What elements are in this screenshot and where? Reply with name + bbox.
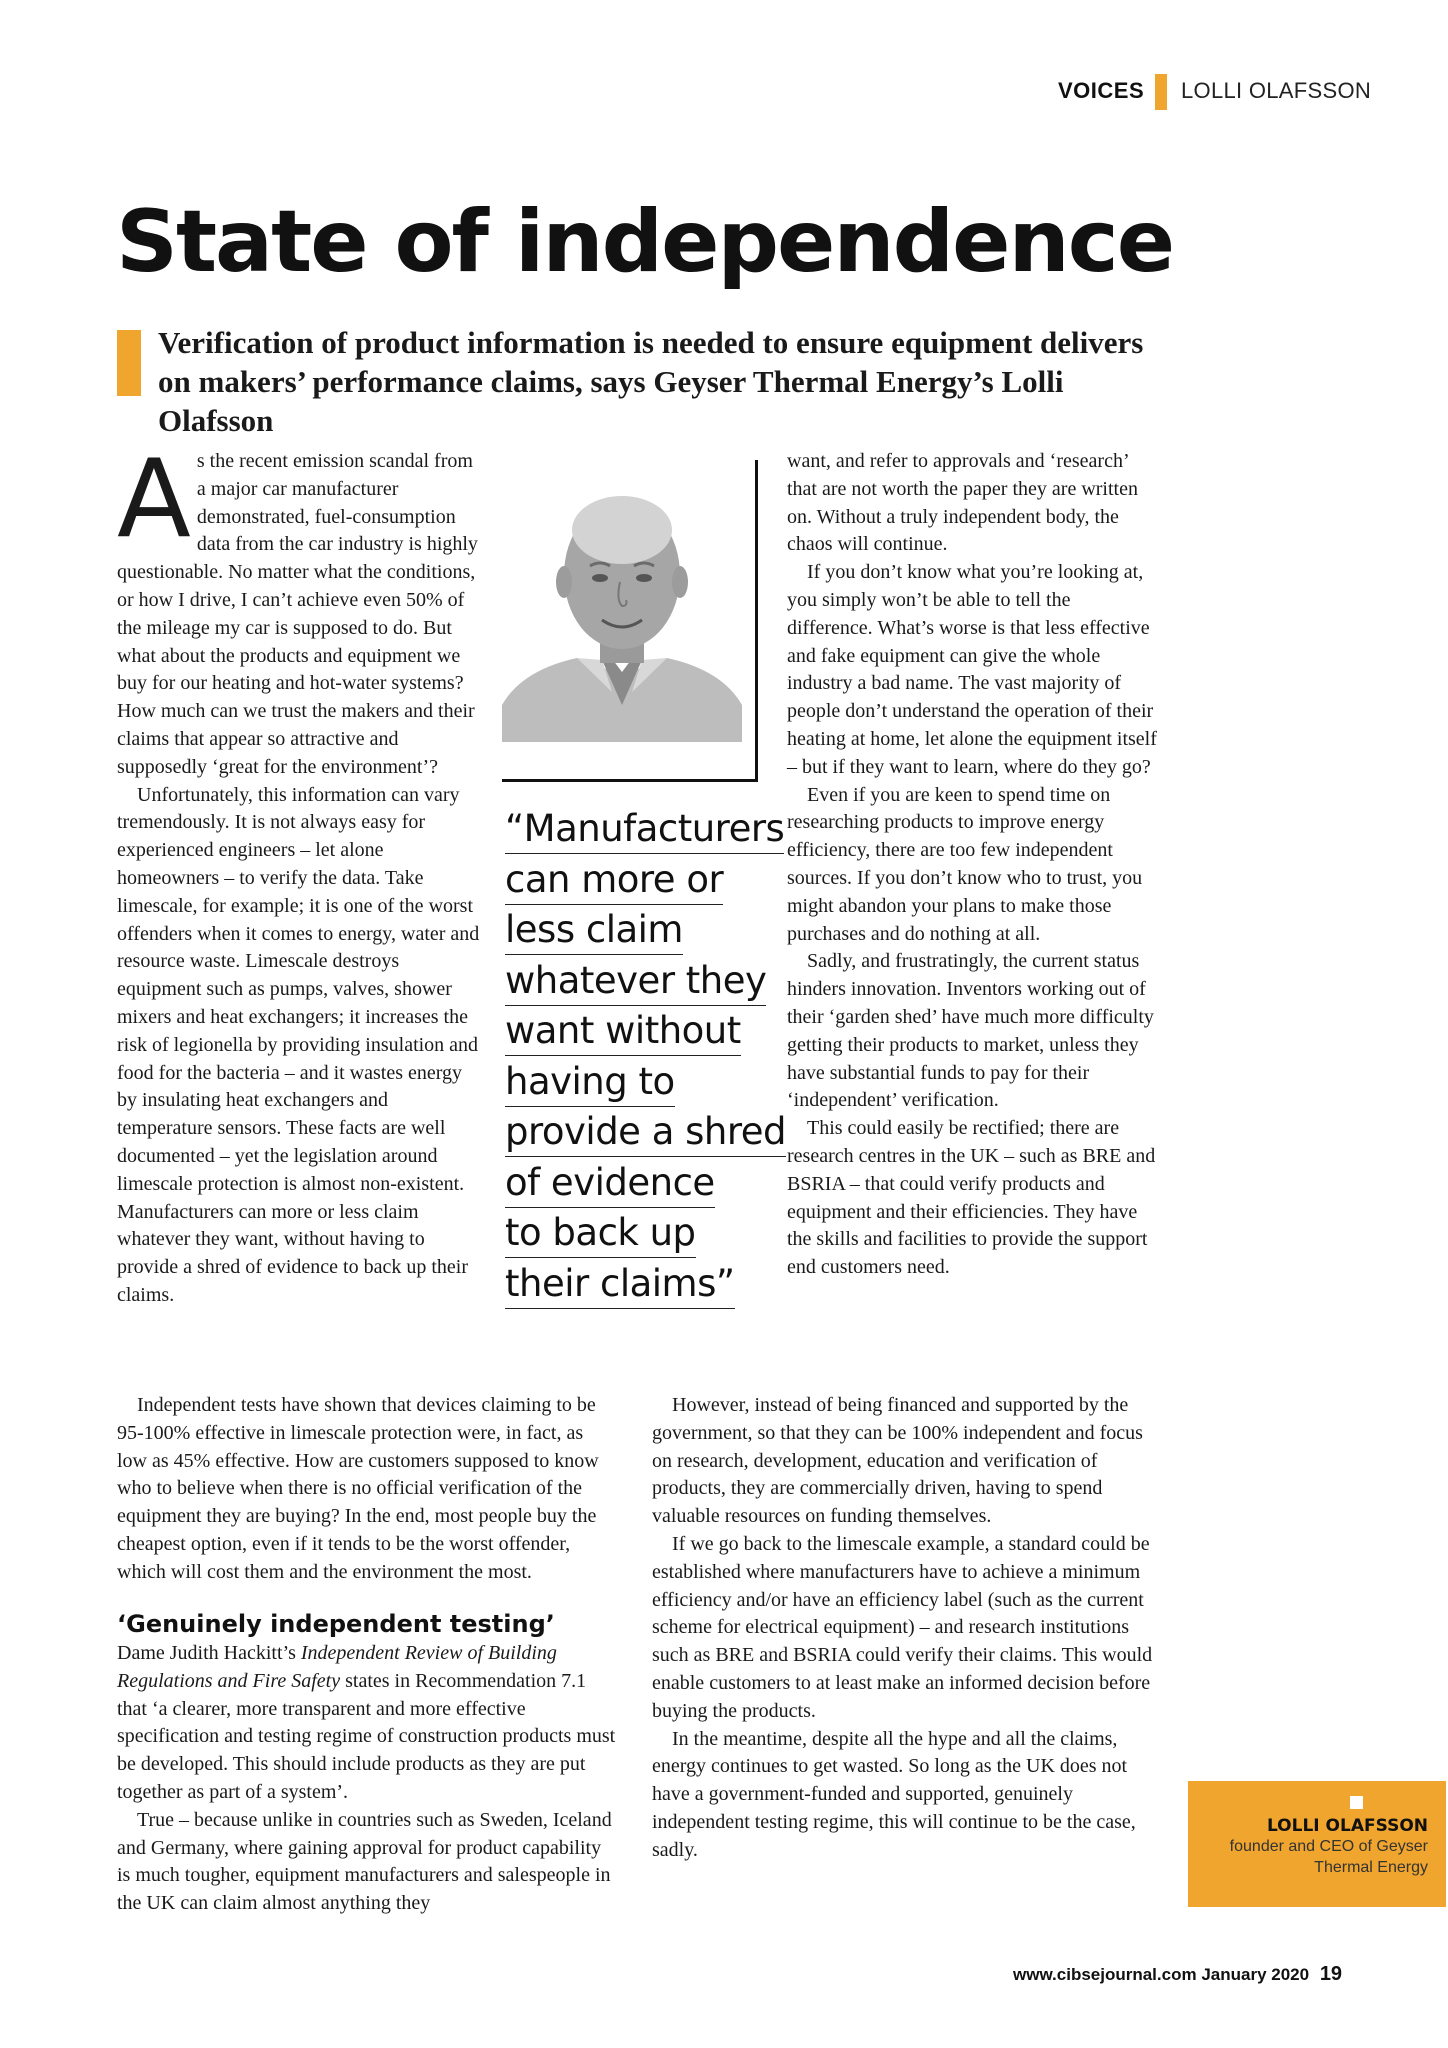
body-paragraph: This could easily be rectified; there are research centres in the UK – such as BRE and BSRIA – that could verify products and equipment and their efficiencies. They have the skills and facilities to provide the support end customers need.: [787, 1117, 1156, 1279]
footer-date: January 2020: [1201, 1965, 1310, 1984]
standfirst-text: Verification of product information is needed to ensure equipment delivers on makers’ performance claims, says Geyser Thermal Energy’s: [158, 325, 1144, 399]
page-number: 19: [1319, 1963, 1343, 1985]
body-paragraph: Unfortunately, this information can vary tremendously. It is not always easy for experienced engineers – let alone homeowners – to verify the data. Take limescale, for example; it is one of the worst offenders when it comes to energy, water and resource waste. Limescale destroys equipment such as pumps, valves, shower mixers and heat exchangers; it increases the risk of legionella by providing insulation and food for the bacteria – and it wastes energy by insulating heat exchangers and temperature sensors. These facts are well documented – yet the legislation around limescale protection is almost non-existent. Manufacturers can more or less claim whatever they want, without having to provide a shred of evidence to back up their claims.: [117, 783, 480, 1306]
body-paragraph: As the recent emission scandal from a major car manufacturer demonstrated, fuel-consumption data from the car industry is highly questionable. No matter what the conditions, or how I drive, I can’t achieve even 50% of the mileage my car is supposed to do. But what about the products and equipment we buy for our heating and hot-water systems? How much can we trust the makers and their claims that appear so attractive and supposedly ‘great for the environment’?: [117, 437, 478, 778]
author-bio-name: LOLLI OLAFSSON: [1266, 1816, 1428, 1836]
header-author: LOLLI OLAFSSON: [1181, 78, 1372, 103]
body-paragraph: In the meantime, despite all the hype and all the claims, energy continues to get wasted. So long as the UK does not have a government-funded and supported, genuinely independent testing regime, this will continue to be the case, sadly.: [652, 1727, 1136, 1861]
pull-quote: [505, 805, 787, 1310]
square-bullet-icon: [1350, 1796, 1363, 1809]
pull-quote-line: of evidence: [505, 1159, 715, 1208]
body-paragraph: Independent tests have shown that devices claiming to be 95-100% effective in limescale protection were, in fact, as low as 45% effective. How are customers supposed to know who to believe when there is no official verification of the equipment they are buying? In the end, most people buy the cheapest option, even if it tends to be the worst offender, which will cost them and the environment the most.: [117, 1394, 599, 1583]
standfirst-bar: [117, 330, 141, 396]
pull-quote-line: whatever they: [505, 957, 766, 1006]
pull-quote-line: want without: [505, 1007, 741, 1056]
pull-quote-line: can more or: [505, 856, 723, 905]
author-bio-box: [1188, 1781, 1446, 1907]
body-column-1: [117, 437, 485, 1310]
author-bio-role: founder and CEO of Geyser Thermal Energy: [1229, 1838, 1428, 1876]
body-paragraph: If you don’t know what you’re looking at, you simply won’t be able to tell the difference. What’s worse is that less effective and fake equipment can give the whole industry a bad name. The vast majority of people don’t understand the operation of their heating at home, let alone the equipment itself – but if they want to learn, where do they go?: [787, 561, 1157, 778]
body-paragraph: Even if you are keen to spend time on researching products to improve energy efficiency, there are too few independent sources. If you don’t know who to trust, you might abandon your plans to make those purchases and do nothing at all.: [787, 783, 1143, 945]
subheading: ‘Genuinely independent testing’: [117, 1610, 555, 1638]
body-paragraph: Sadly, and frustratingly, the current status hinders innovation. Inventors working out of their ‘garden shed’ have much more difficulty getting their products to market, unless they have substantial funds to pay for their ‘independent’ verification.: [787, 950, 1154, 1112]
standfirst-author-name: Lolli Olafsson: [158, 364, 1064, 438]
header-divider: [1155, 74, 1167, 110]
body-column-2-lower: [652, 1392, 1162, 1865]
pull-quote-line: provide a shred: [505, 1108, 786, 1157]
pull-quote-line: their claims”: [505, 1260, 735, 1309]
body-column-1-lower: [117, 1392, 617, 1587]
pull-quote-line: “Manufacturers: [505, 805, 784, 854]
body-paragraph: However, instead of being financed and supported by the government, so that they can be 100% independent and focus on research, development, education and verification of products, they are commercially driven, having to spend valuable resources on funding themselves.: [652, 1394, 1143, 1528]
article-title: State of independence: [116, 192, 1174, 292]
body-paragraph: If we go back to the limescale example, a standard could be established where manufacturers have to achieve a minimum efficiency and/or have an efficiency label (such as the current scheme for electrical equipment) – and research institutions such as BRE and BSRIA could verify their claims. This would enable customers to at least make an informed decision before buying the products.: [652, 1532, 1153, 1722]
pull-quote-line: having to: [505, 1058, 675, 1107]
section-label: VOICES: [1058, 78, 1145, 103]
author-portrait-icon: [502, 460, 742, 742]
body-column-3: [787, 448, 1157, 1282]
body-paragraph: want, and refer to approvals and ‘research’ that are not worth the paper they are written on. Without a truly independent body, the chaos will continue.: [787, 450, 1138, 556]
pull-quote-line: less claim: [505, 906, 683, 955]
body-paragraph: Dame Judith Hackitt’s Independent Review of Building Regulations and Fire Safety states in Recommendation 7.1 that ‘a clearer, more transparent and more effective specification and testing regime of construction products must be developed. This should include products as they are put together as part of a system’.: [117, 1642, 616, 1803]
pull-quote-line: to back up: [505, 1209, 696, 1258]
body-column-1-bottom: [117, 1640, 617, 1918]
page-footer: [1013, 1963, 1342, 1986]
body-paragraph: True – because unlike in countries such as Sweden, Iceland and Germany, where gaining approval for product capability is much tougher, equipment manufacturers and salespeople in the UK can claim almost anything they: [117, 1808, 612, 1915]
drop-cap: A: [117, 437, 191, 562]
publication-title: Independent Review of Building Regulations and Fire Safety: [117, 1642, 557, 1692]
standfirst: [158, 323, 1178, 440]
footer-url[interactable]: www.cibsejournal.com: [1013, 1965, 1197, 1984]
